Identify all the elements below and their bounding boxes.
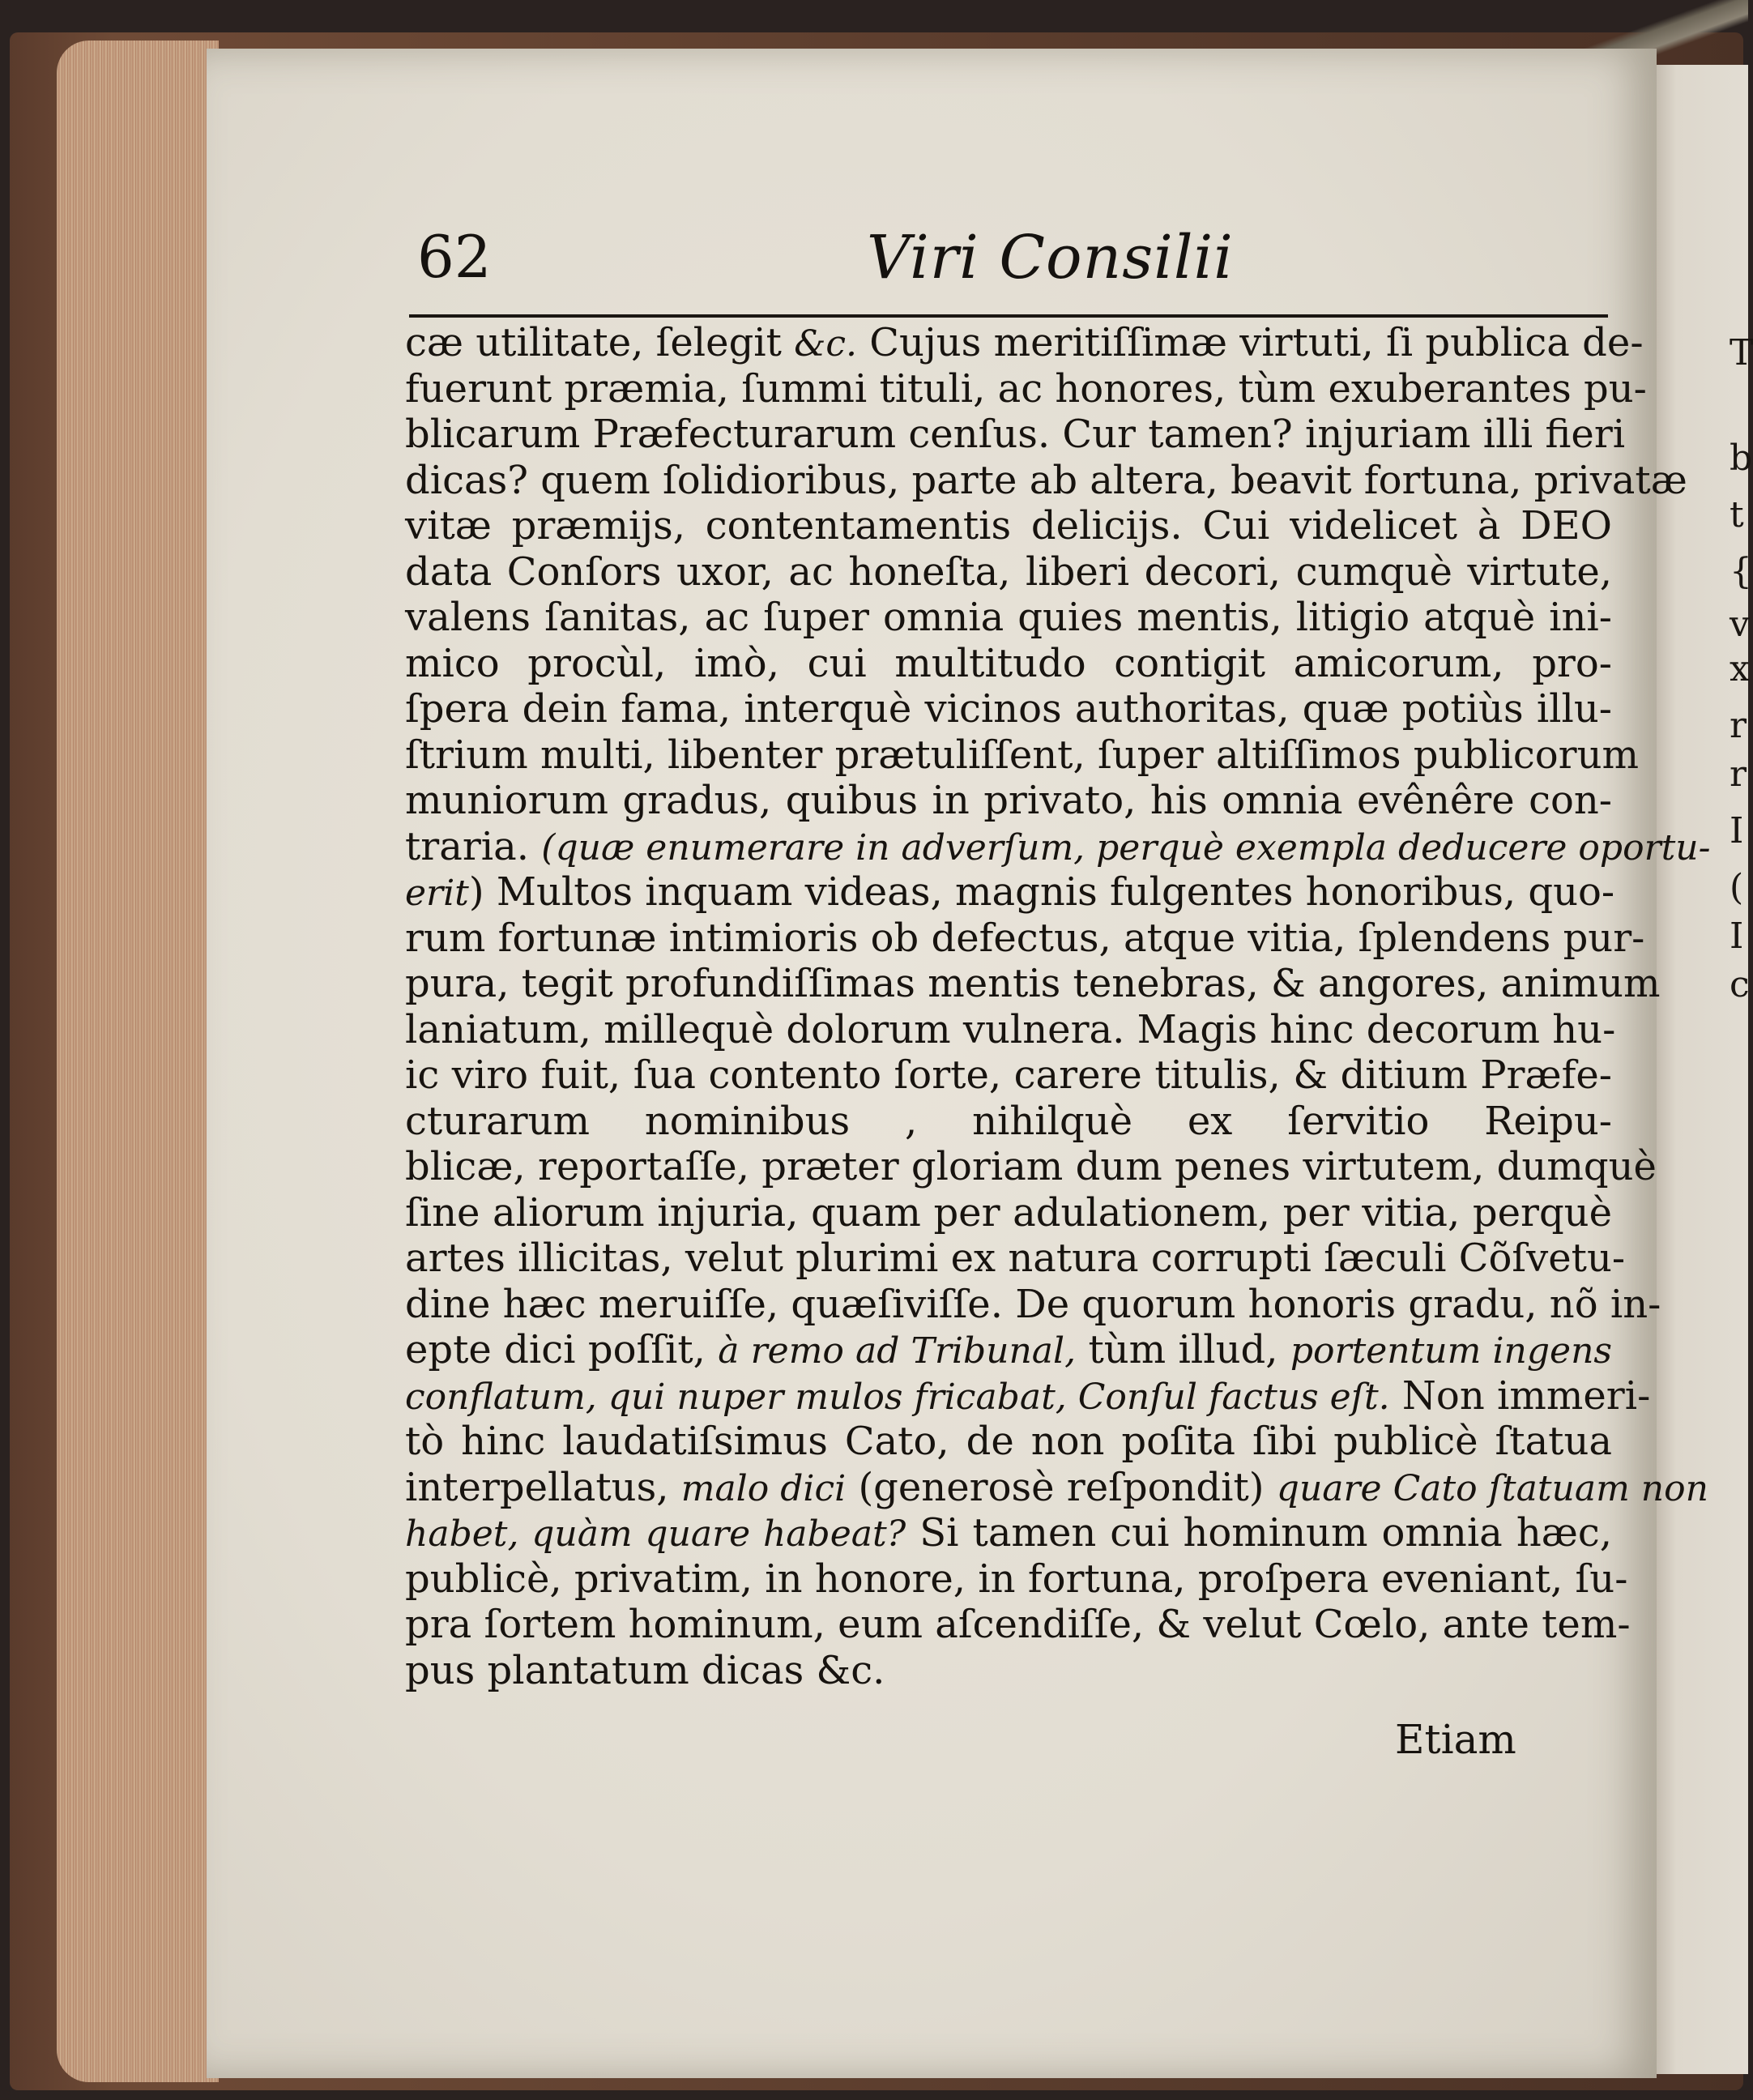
- text-line: [405, 823, 1711, 870]
- text-line: [405, 1099, 1612, 1145]
- text-span: (generosè reſpondit): [846, 1464, 1277, 1510]
- text-span: Non immeri-: [1389, 1372, 1651, 1419]
- text-span: Cujus meritiſſimæ virtuti, ſi publica de-: [856, 320, 1644, 365]
- text-line: [405, 1648, 1612, 1694]
- italic-span: conflatum, qui nuper mulos fricabat, Conſul factus eſt.: [405, 1376, 1390, 1418]
- page-edges: [57, 41, 219, 2082]
- text-span: data Conſors uxor, ac honeſta, liberi decori, cumquè virtute,: [405, 548, 1612, 595]
- text-line: [405, 412, 1626, 458]
- text-span: tò hinc laudatiſsimus Cato, de non poſita ſibi publicè ſtatua: [405, 1419, 1612, 1464]
- text-span: pus plantatum dicas &c.: [405, 1647, 885, 1693]
- text-line: [405, 320, 1644, 366]
- text-line: [405, 686, 1612, 732]
- header-rule: [409, 314, 1608, 318]
- text-line: [405, 1006, 1616, 1053]
- text-span: vitæ præmijs, contentamentis delicijs. Cui videlicet à DEO: [405, 503, 1612, 548]
- text-line: [405, 869, 1615, 916]
- facing-page-glyph: x: [1730, 648, 1750, 689]
- facing-page-glyph: t: [1730, 494, 1744, 536]
- text-span: ic viro fuit, ſua contento ſorte, carere titulis, & ditium Præfe-: [405, 1052, 1612, 1098]
- text-line: [405, 1510, 1612, 1556]
- text-line: [405, 503, 1612, 549]
- facing-page-edge: [1653, 65, 1753, 2074]
- text-line: [405, 1236, 1626, 1282]
- text-span: cæ utilitate, ſelegit: [405, 320, 795, 365]
- text-span: rum fortunæ intimioris ob defectus, atque vitia, ſplendens pur-: [405, 915, 1645, 961]
- facing-page-glyph: v: [1730, 604, 1750, 645]
- text-span: ſtrium multi, libenter prætuliſſent, ſuper altiſſimos publicorum: [405, 732, 1640, 778]
- italic-span: &c.: [794, 323, 857, 365]
- text-span: mico procùl, imò, cui multitudo contigit amicorum, pro-: [405, 640, 1612, 686]
- text-line: [405, 1281, 1661, 1328]
- text-span: fuerunt præmia, ſummi tituli, ac honores, tùm exuberantes pu-: [405, 365, 1647, 412]
- text-span: Si tamen cui hominum omnia hæc,: [906, 1510, 1612, 1556]
- italic-span: malo dici: [680, 1467, 847, 1509]
- text-line: [405, 1419, 1612, 1465]
- italic-span: quare Cato ſtatuam non: [1276, 1467, 1708, 1509]
- italic-span: portentum ingens: [1290, 1330, 1612, 1372]
- facing-page-glyph: I: [1730, 916, 1744, 957]
- text-line: [405, 365, 1647, 412]
- text-line: [405, 1190, 1612, 1236]
- text-span: valens ſanitas, ac ſuper omnia quies mentis, litigio atquè ini-: [405, 595, 1612, 640]
- text-line: [405, 549, 1612, 595]
- text-span: tùm illud,: [1076, 1327, 1290, 1372]
- text-line: [405, 1556, 1628, 1603]
- text-line: [405, 1327, 1612, 1373]
- facing-page-glyph: T: [1730, 332, 1753, 373]
- facing-page-glyph: b: [1730, 438, 1753, 479]
- text-span: ſpera dein fama, interquè vicinos authoritas, quæ potiùs illu-: [405, 686, 1612, 732]
- facing-page-glyph: I: [1730, 810, 1744, 852]
- page-header: [417, 215, 1608, 312]
- text-span: ſine aliorum injuria, quam per adulationem, per vitia, perquè: [405, 1189, 1612, 1236]
- text-line: [405, 915, 1645, 962]
- italic-span: (quæ enumerare in adverſum, perquè exempla deducere oportu-: [541, 826, 1711, 869]
- text-span: epte dici poſſit,: [405, 1327, 719, 1372]
- text-span: interpellatus,: [405, 1464, 681, 1510]
- italic-span: à remo ad Tribunal,: [718, 1330, 1077, 1372]
- page-number: 62: [417, 223, 492, 291]
- text-line: [405, 595, 1612, 641]
- facing-page-glyph: r: [1730, 705, 1747, 746]
- text-span: muniorum gradus, quibus in privato, his omnia evênêre con-: [405, 778, 1612, 823]
- text-line: [405, 961, 1661, 1007]
- text-span: dine hæc meruiſſe, quæſiviſſe. De quorum honoris gradu, nõ in-: [405, 1281, 1661, 1327]
- facing-page-glyph: {: [1730, 551, 1752, 592]
- facing-page-glyph: c: [1730, 964, 1750, 1005]
- text-span: dicas? quem ſolidioribus, parte ab altera, beavit fortuna, privatæ: [405, 457, 1687, 503]
- text-span: publicè, privatim, in honore, in fortuna, proſpera eveniant, ſu-: [405, 1556, 1628, 1602]
- text-span: laniatum, millequè dolorum vulnera. Magis hinc decorum hu-: [405, 1006, 1616, 1052]
- text-span: pura, tegit profundiſſimas mentis tenebras, & angores, animum: [405, 961, 1661, 1006]
- text-span: artes illicitas, velut plurimi ex natura corrupti ſæculi Cõſvetu-: [405, 1236, 1626, 1281]
- text-span: blicæ, reportaſſe, præter gloriam dum penes virtutem, dumquè: [405, 1144, 1657, 1189]
- text-span: ) Multos inquam videas, magnis fulgentes honoribus, quo-: [468, 869, 1615, 915]
- text-line: [405, 1372, 1651, 1419]
- text-line: [405, 641, 1612, 687]
- text-line: [405, 778, 1612, 824]
- text-line: [405, 1464, 1708, 1511]
- facing-page-glyph: (: [1730, 867, 1744, 908]
- italic-span: habet, quàm quare habeat?: [405, 1513, 906, 1555]
- body-text: [405, 320, 1711, 1693]
- text-span: cturarum nominibus , nihilquè ex ſervitio Reipu-: [405, 1098, 1612, 1144]
- text-span: traria.: [405, 823, 542, 869]
- text-line: [405, 732, 1640, 779]
- running-title: Viri Consilii: [867, 223, 1234, 292]
- text-line: [405, 1602, 1631, 1648]
- facing-page-glyph: r: [1730, 753, 1747, 795]
- italic-span: erit: [405, 873, 469, 914]
- text-span: pra ſortem hominum, eum aſcendiſſe, & velut Cœlo, ante tem-: [405, 1602, 1631, 1647]
- text-line: [405, 457, 1687, 504]
- text-span: blicarum Præfecturarum cenſus. Cur tamen? injuriam illi fieri: [405, 412, 1626, 457]
- catchword: Etiam: [1395, 1716, 1516, 1763]
- text-line: [405, 1144, 1657, 1190]
- text-line: [405, 1052, 1612, 1099]
